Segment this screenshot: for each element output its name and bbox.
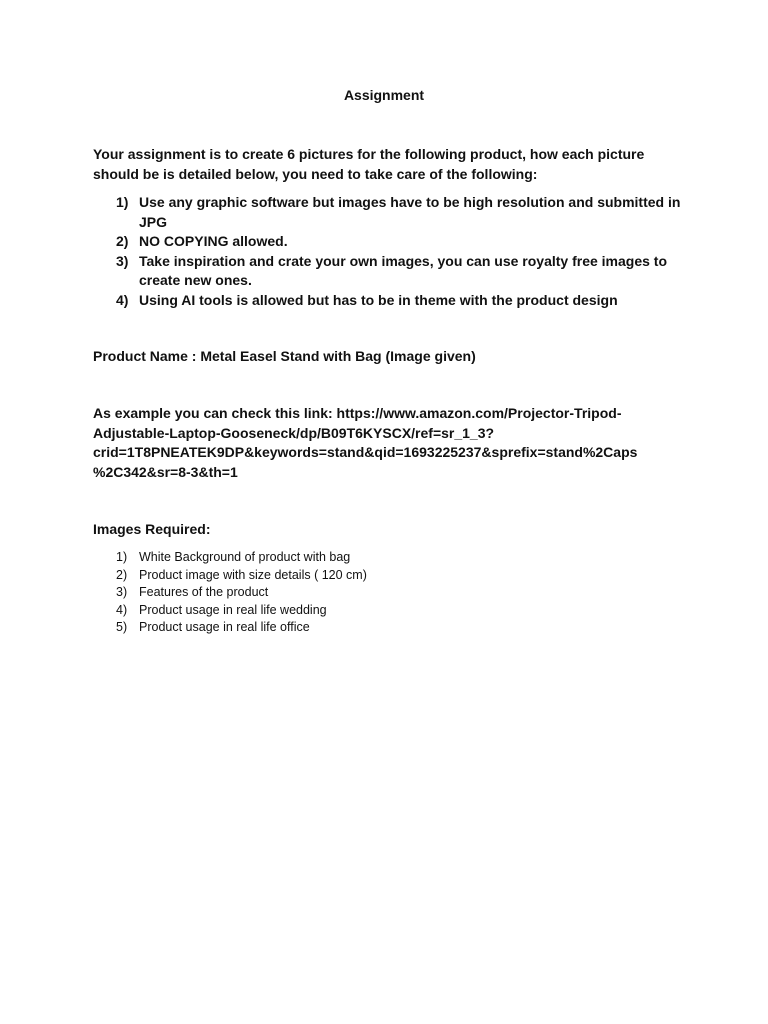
rules-list (93, 193, 683, 310)
example-line: As example you can check this link: https://www.amazon.com/Projector-Tripod- (93, 405, 622, 421)
example-line: %2C342&sr=8-3&th=1 (93, 463, 238, 480)
image-number: 1) (116, 550, 128, 564)
rule-number: 2) (116, 233, 129, 249)
rule-number: 4) (116, 291, 129, 308)
rule-text: NO COPYING allowed. (139, 233, 288, 249)
rule-item (93, 193, 683, 232)
image-number: 5) (116, 620, 128, 634)
document-title: Assignment (343, 87, 425, 103)
image-number: 2) (116, 567, 128, 582)
image-item (93, 584, 683, 602)
rule-item (93, 252, 683, 291)
image-text: Product image with size details ( 120 cm) (139, 567, 367, 582)
rule-number: 3) (116, 252, 129, 269)
image-text: Product usage in real life office (139, 620, 310, 634)
image-item (93, 602, 683, 620)
rule-number: 1) (116, 194, 129, 210)
rule-item (93, 232, 683, 252)
image-text: Features of the product (139, 585, 269, 599)
example-link-paragraph (93, 404, 653, 482)
image-item (93, 567, 683, 585)
images-required-heading: Images Required: (93, 521, 211, 537)
example-line: crid=1T8PNEATEK9DP&keywords=stand&qid=1693225237&sprefix=stand%2Caps (93, 444, 638, 460)
images-required-list (93, 549, 683, 637)
image-number: 4) (116, 602, 128, 617)
image-text: White Background of product with bag (139, 550, 351, 564)
intro-paragraph: Your assignment is to create 6 pictures for the following product, how each picture should be is detailed below, you need to take care of the following: (93, 146, 645, 182)
rule-item (93, 291, 683, 311)
image-item (93, 619, 683, 637)
rule-text: Take inspiration and crate your own images, you can use royalty free images to create new ones. (139, 252, 668, 288)
image-text: Product usage in real life wedding (139, 602, 327, 617)
image-number: 3) (116, 585, 128, 599)
product-name: Product Name : Metal Easel Stand with Bag (Image given) (93, 348, 476, 364)
example-line: Adjustable-Laptop-Gooseneck/dp/B09T6KYSCX/ref=sr_1_3? (93, 424, 495, 441)
image-item (93, 549, 683, 567)
rule-text: Use any graphic software but images have to be high resolution and submitted in JPG (139, 194, 681, 230)
rule-text: Using AI tools is allowed but has to be in theme with the product design (139, 291, 618, 308)
